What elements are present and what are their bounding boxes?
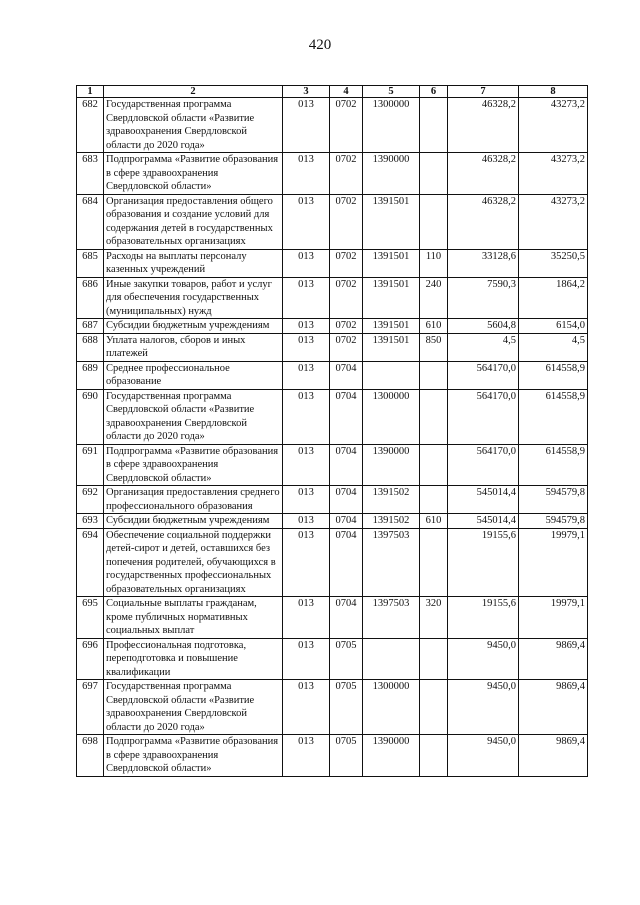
expense-type-code xyxy=(420,389,448,444)
amount-year-2: 1864,2 xyxy=(519,277,588,319)
expense-type-code xyxy=(420,486,448,514)
section-code: 0702 xyxy=(330,98,363,153)
table-row xyxy=(77,735,588,777)
amount-year-1: 564170,0 xyxy=(448,389,519,444)
row-description: Государственная программа Свердловской области «Развитие здравоохранения Свердловской области до 2020 года» xyxy=(104,389,283,444)
ministry-code: 013 xyxy=(283,486,330,514)
section-code: 0704 xyxy=(330,514,363,529)
expense-type-code xyxy=(420,444,448,486)
table-row xyxy=(77,486,588,514)
column-header: 8 xyxy=(519,86,588,98)
amount-year-2: 35250,5 xyxy=(519,249,588,277)
row-description: Обеспечение социальной поддержки детей-сирот и детей, оставшихся без попечения родителей, обучающихся в государственных профессиональных образовательных организациях xyxy=(104,528,283,597)
amount-year-1: 46328,2 xyxy=(448,153,519,195)
row-number: 689 xyxy=(77,361,104,389)
section-code: 0704 xyxy=(330,528,363,597)
expense-type-code: 610 xyxy=(420,514,448,529)
target-article-code: 1300000 xyxy=(363,389,420,444)
target-article-code: 1391501 xyxy=(363,249,420,277)
row-description: Профессиональная подготовка, переподготовка и повышение квалификации xyxy=(104,638,283,680)
amount-year-1: 7590,3 xyxy=(448,277,519,319)
section-code: 0702 xyxy=(330,277,363,319)
amount-year-1: 545014,4 xyxy=(448,486,519,514)
section-code: 0702 xyxy=(330,194,363,249)
ministry-code: 013 xyxy=(283,638,330,680)
amount-year-2: 9869,4 xyxy=(519,680,588,735)
table-row xyxy=(77,361,588,389)
section-code: 0702 xyxy=(330,153,363,195)
target-article-code: 1397503 xyxy=(363,528,420,597)
ministry-code: 013 xyxy=(283,277,330,319)
row-number: 682 xyxy=(77,98,104,153)
row-number: 695 xyxy=(77,597,104,639)
table-row xyxy=(77,638,588,680)
row-number: 694 xyxy=(77,528,104,597)
section-code: 0704 xyxy=(330,486,363,514)
row-description: Подпрограмма «Развитие образования в сфере здравоохранения Свердловской области» xyxy=(104,735,283,777)
column-header: 3 xyxy=(283,86,330,98)
amount-year-1: 33128,6 xyxy=(448,249,519,277)
expense-type-code xyxy=(420,735,448,777)
row-description: Подпрограмма «Развитие образования в сфере здравоохранения Свердловской области» xyxy=(104,444,283,486)
target-article-code: 1390000 xyxy=(363,735,420,777)
column-header: 7 xyxy=(448,86,519,98)
amount-year-2: 9869,4 xyxy=(519,735,588,777)
table-row xyxy=(77,514,588,529)
section-code: 0704 xyxy=(330,597,363,639)
table-row xyxy=(77,153,588,195)
amount-year-2: 9869,4 xyxy=(519,638,588,680)
target-article-code: 1391502 xyxy=(363,514,420,529)
target-article-code: 1391501 xyxy=(363,277,420,319)
expense-type-code xyxy=(420,680,448,735)
row-number: 684 xyxy=(77,194,104,249)
amount-year-1: 5604,8 xyxy=(448,319,519,334)
target-article-code: 1390000 xyxy=(363,444,420,486)
table-row xyxy=(77,319,588,334)
section-code: 0702 xyxy=(330,333,363,361)
target-article-code xyxy=(363,638,420,680)
row-description: Организация предоставления среднего профессионального образования xyxy=(104,486,283,514)
ministry-code: 013 xyxy=(283,249,330,277)
amount-year-2: 19979,1 xyxy=(519,528,588,597)
row-number: 686 xyxy=(77,277,104,319)
amount-year-2: 614558,9 xyxy=(519,361,588,389)
ministry-code: 013 xyxy=(283,194,330,249)
table-row xyxy=(77,333,588,361)
amount-year-2: 43273,2 xyxy=(519,153,588,195)
section-code: 0702 xyxy=(330,319,363,334)
amount-year-1: 564170,0 xyxy=(448,444,519,486)
ministry-code: 013 xyxy=(283,528,330,597)
column-header: 5 xyxy=(363,86,420,98)
table-row xyxy=(77,444,588,486)
column-header: 6 xyxy=(420,86,448,98)
column-header: 4 xyxy=(330,86,363,98)
amount-year-1: 19155,6 xyxy=(448,597,519,639)
column-header: 1 xyxy=(77,86,104,98)
row-number: 693 xyxy=(77,514,104,529)
row-number: 691 xyxy=(77,444,104,486)
section-code: 0705 xyxy=(330,638,363,680)
expense-type-code xyxy=(420,98,448,153)
expense-type-code xyxy=(420,528,448,597)
ministry-code: 013 xyxy=(283,597,330,639)
table-row xyxy=(77,194,588,249)
target-article-code: 1391501 xyxy=(363,333,420,361)
section-code: 0704 xyxy=(330,361,363,389)
amount-year-1: 545014,4 xyxy=(448,514,519,529)
row-number: 685 xyxy=(77,249,104,277)
row-description: Расходы на выплаты персоналу казенных учреждений xyxy=(104,249,283,277)
section-code: 0704 xyxy=(330,389,363,444)
ministry-code: 013 xyxy=(283,680,330,735)
ministry-code: 013 xyxy=(283,514,330,529)
amount-year-2: 614558,9 xyxy=(519,389,588,444)
ministry-code: 013 xyxy=(283,319,330,334)
expense-type-code xyxy=(420,638,448,680)
amount-year-1: 4,5 xyxy=(448,333,519,361)
expense-type-code xyxy=(420,153,448,195)
target-article-code xyxy=(363,361,420,389)
row-number: 690 xyxy=(77,389,104,444)
amount-year-1: 46328,2 xyxy=(448,194,519,249)
ministry-code: 013 xyxy=(283,153,330,195)
amount-year-2: 4,5 xyxy=(519,333,588,361)
amount-year-2: 43273,2 xyxy=(519,98,588,153)
target-article-code: 1300000 xyxy=(363,680,420,735)
amount-year-1: 9450,0 xyxy=(448,680,519,735)
ministry-code: 013 xyxy=(283,333,330,361)
expense-type-code: 610 xyxy=(420,319,448,334)
row-description: Государственная программа Свердловской области «Развитие здравоохранения Свердловской области до 2020 года» xyxy=(104,680,283,735)
row-number: 683 xyxy=(77,153,104,195)
table-row xyxy=(77,249,588,277)
target-article-code: 1397503 xyxy=(363,597,420,639)
expense-type-code: 110 xyxy=(420,249,448,277)
section-code: 0704 xyxy=(330,444,363,486)
section-code: 0702 xyxy=(330,249,363,277)
ministry-code: 013 xyxy=(283,735,330,777)
row-description: Уплата налогов, сборов и иных платежей xyxy=(104,333,283,361)
table-row xyxy=(77,680,588,735)
section-code: 0705 xyxy=(330,735,363,777)
amount-year-1: 19155,6 xyxy=(448,528,519,597)
row-number: 687 xyxy=(77,319,104,334)
row-description: Среднее профессиональное образование xyxy=(104,361,283,389)
expense-type-code xyxy=(420,361,448,389)
table-row xyxy=(77,597,588,639)
amount-year-2: 594579,8 xyxy=(519,514,588,529)
row-description: Организация предоставления общего образования и создание условий для содержания детей в государственных образовательных организациях xyxy=(104,194,283,249)
table-row xyxy=(77,389,588,444)
budget-table xyxy=(76,85,588,777)
section-code: 0705 xyxy=(330,680,363,735)
ministry-code: 013 xyxy=(283,444,330,486)
target-article-code: 1390000 xyxy=(363,153,420,195)
row-description: Субсидии бюджетным учреждениям xyxy=(104,514,283,529)
amount-year-1: 46328,2 xyxy=(448,98,519,153)
amount-year-1: 564170,0 xyxy=(448,361,519,389)
table-row xyxy=(77,277,588,319)
row-number: 696 xyxy=(77,638,104,680)
row-description: Субсидии бюджетным учреждениям xyxy=(104,319,283,334)
ministry-code: 013 xyxy=(283,389,330,444)
amount-year-2: 614558,9 xyxy=(519,444,588,486)
row-number: 697 xyxy=(77,680,104,735)
row-description: Государственная программа Свердловской области «Развитие здравоохранения Свердловской области до 2020 года» xyxy=(104,98,283,153)
row-description: Социальные выплаты гражданам, кроме публичных нормативных социальных выплат xyxy=(104,597,283,639)
ministry-code: 013 xyxy=(283,98,330,153)
expense-type-code: 850 xyxy=(420,333,448,361)
target-article-code: 1391501 xyxy=(363,194,420,249)
amount-year-2: 594579,8 xyxy=(519,486,588,514)
ministry-code: 013 xyxy=(283,361,330,389)
table-row xyxy=(77,528,588,597)
expense-type-code xyxy=(420,194,448,249)
amount-year-1: 9450,0 xyxy=(448,735,519,777)
column-header: 2 xyxy=(104,86,283,98)
row-number: 688 xyxy=(77,333,104,361)
expense-type-code: 320 xyxy=(420,597,448,639)
expense-type-code: 240 xyxy=(420,277,448,319)
target-article-code: 1300000 xyxy=(363,98,420,153)
amount-year-2: 6154,0 xyxy=(519,319,588,334)
row-description: Подпрограмма «Развитие образования в сфере здравоохранения Свердловской области» xyxy=(104,153,283,195)
row-description: Иные закупки товаров, работ и услуг для обеспечения государственных (муниципальных) нужд xyxy=(104,277,283,319)
header-row xyxy=(77,86,588,98)
amount-year-2: 19979,1 xyxy=(519,597,588,639)
row-number: 698 xyxy=(77,735,104,777)
target-article-code: 1391501 xyxy=(363,319,420,334)
page-number: 420 xyxy=(308,37,332,53)
target-article-code: 1391502 xyxy=(363,486,420,514)
row-number: 692 xyxy=(77,486,104,514)
amount-year-1: 9450,0 xyxy=(448,638,519,680)
amount-year-2: 43273,2 xyxy=(519,194,588,249)
table-row xyxy=(77,98,588,153)
